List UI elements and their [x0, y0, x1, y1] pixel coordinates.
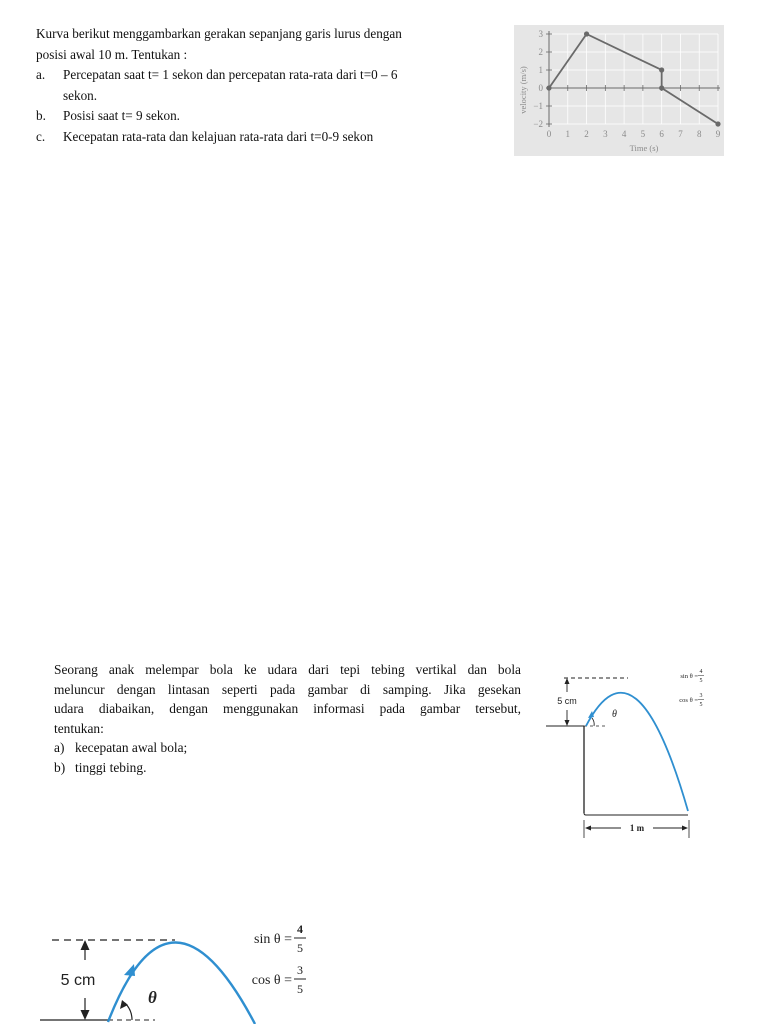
data-point [659, 85, 664, 90]
angle-arrowhead [120, 1000, 128, 1009]
x-tick-label: 5 [640, 129, 646, 139]
question-a [36, 65, 506, 106]
cos-denominator: 5 [699, 702, 703, 708]
launch-arrowhead [124, 964, 135, 976]
x-tick-label: 6 [659, 129, 664, 139]
question-b [36, 106, 506, 127]
x-tick-label: 2 [584, 129, 589, 139]
x-tick-label: 7 [678, 129, 683, 139]
x-tick-label: 0 [546, 129, 552, 139]
problem-1-text [36, 24, 506, 147]
width-label: 1 m [629, 823, 645, 833]
chart-background [514, 25, 724, 156]
problem-1-questions [36, 65, 506, 147]
sin-denominator: 5 [297, 941, 303, 955]
question-text: Kecepatan rata-rata dan kelajuan rata-rata dari t=0-9 sekon [63, 128, 374, 144]
cliff-trajectory-figure-enlarged [40, 920, 340, 1024]
cliff-trajectory-figure [546, 660, 726, 845]
angle-label: θ [148, 988, 157, 1007]
y-tick-label: 0 [538, 83, 543, 93]
data-point [584, 31, 589, 36]
problem-2-line-2: meluncur dengan lintasan seperti pada gambar di samping. Jika gesekan [54, 681, 521, 697]
cos-label: cos θ = [251, 973, 292, 988]
height-arrowhead-up [81, 940, 90, 950]
cos-label: cos θ = [679, 697, 698, 704]
question-marker: a) [54, 740, 65, 755]
question-a [54, 738, 521, 758]
cos-numerator: 3 [297, 963, 303, 977]
question-marker: c. [36, 128, 46, 144]
problem-2-line-1: Seorang anak melempar bola ke udara dari tepi tebing vertikal dan bola [54, 662, 521, 677]
sin-numerator: 4 [699, 669, 703, 675]
height-label: 5 cm [557, 696, 577, 706]
width-arrowhead-right [682, 826, 688, 831]
ground-line [584, 813, 688, 815]
velocity-time-chart [514, 25, 724, 156]
height-arrowhead-down [81, 1010, 90, 1020]
data-point [659, 67, 664, 72]
cos-numerator: 3 [699, 693, 703, 699]
x-tick-label: 9 [715, 129, 721, 139]
question-marker: b. [36, 108, 46, 123]
sin-denominator: 5 [699, 678, 703, 684]
y-tick-label: −2 [533, 119, 543, 129]
y-tick-label: 1 [538, 65, 543, 75]
height-label: 5 cm [60, 972, 96, 989]
launch-arrowhead [588, 711, 594, 718]
x-axis-label: Time (s) [629, 143, 659, 153]
data-point [715, 121, 720, 126]
sin-label: sin θ = [254, 932, 292, 947]
width-arrowhead-left [585, 826, 591, 831]
y-tick-label: 2 [538, 47, 543, 57]
question-b [54, 758, 521, 778]
x-tick-label: 3 [603, 129, 608, 139]
angle-label: θ [612, 709, 617, 720]
problem-1-line-2: posisi awal 10 m. Tentukan : [36, 46, 188, 62]
angle-arc [592, 718, 594, 726]
question-marker: b) [54, 759, 66, 775]
question-marker: a. [36, 67, 46, 82]
problem-1-line-1: Kurva berikut menggambarkan gerakan sepanjang garis lurus dengan [36, 26, 402, 41]
problem-2-line-4: tentukan: [54, 720, 104, 736]
x-tick-label: 8 [696, 129, 702, 139]
data-point [546, 85, 551, 90]
height-arrowhead-up [565, 678, 570, 684]
ball-trajectory [586, 693, 688, 811]
y-tick-label: −1 [533, 101, 543, 111]
sin-label: sin θ = [680, 673, 698, 680]
question-c [36, 127, 506, 148]
question-text: Percepatan saat t= 1 sekon dan percepatan rata-rata dari t=0 – 6 [63, 67, 398, 82]
question-text: kecepatan awal bola; [75, 740, 188, 755]
x-tick-label: 4 [621, 129, 627, 139]
problem-2-text [54, 660, 521, 777]
height-arrowhead-down [565, 720, 570, 726]
y-tick-label: 3 [538, 29, 543, 39]
problem-2-line-3: udara diabaikan, dengan menggunakan informasi pada gambar tersebut, [54, 701, 521, 716]
question-text: Posisi saat t= 9 sekon. [63, 108, 180, 123]
cos-denominator: 5 [297, 982, 303, 996]
y-axis-label: velocity (m/s) [518, 66, 528, 114]
sin-numerator: 4 [297, 922, 303, 936]
question-text-continued: sekon. [63, 87, 98, 103]
x-tick-label: 1 [565, 129, 571, 139]
question-text: tinggi tebing. [75, 759, 147, 775]
